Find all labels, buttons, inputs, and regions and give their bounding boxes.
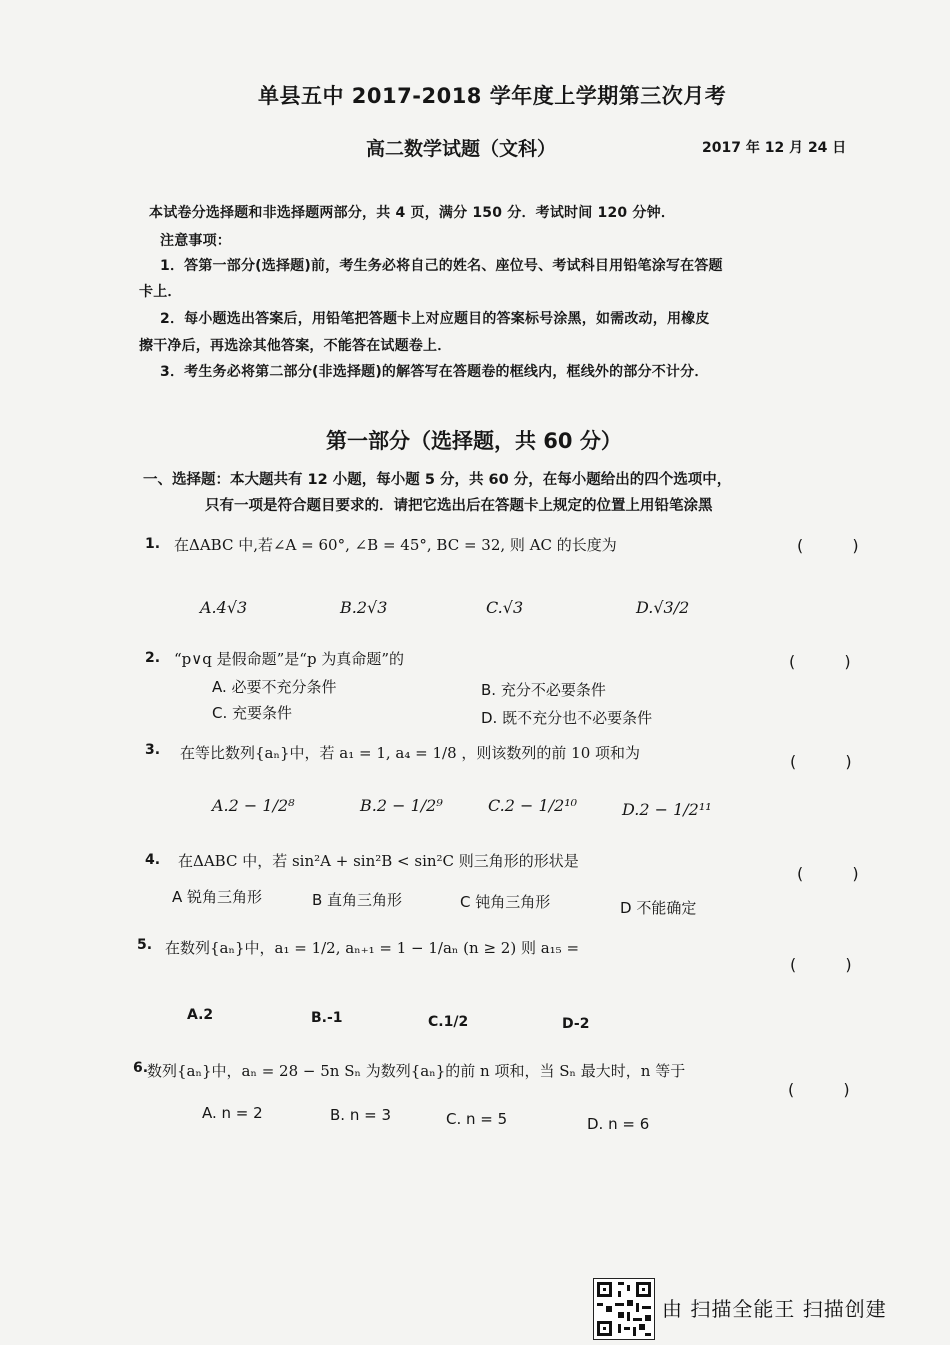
question-text: 在等比数列{aₙ}中，若 a₁ = 1, a₄ = 1/8 ，则该数列的前 10 项和为 (180, 744, 641, 762)
question-text: 数列{aₙ}中，aₙ = 28 − 5n Sₙ 为数列{aₙ}的前 n 项和，当 Sₙ 最大时，n 等于 (147, 1062, 686, 1080)
answer-paren: ( ) (788, 1080, 872, 1099)
exam-date: 2017 年 12 月 24 日 (702, 140, 847, 156)
option-d: D.2 − 1/2¹¹ (622, 800, 712, 819)
section-instructions-line-2: 只有一项是符合题目要求的．请把它选出后在答题卡上规定的位置上用铅笔涂黑 (205, 498, 713, 514)
option-d: D 不能确定 (620, 899, 697, 917)
question-number: 3. (145, 742, 161, 758)
exam-title: 单县五中 2017-2018 学年度上学期第三次月考 (258, 84, 727, 108)
question-number: 2. (145, 650, 161, 666)
note-2-line-1: 2．每小题选出答案后，用铅笔把答题卡上对应题目的答案标号涂黑，如需改动，用橡皮 (160, 311, 710, 327)
option-a: A. 必要不充分条件 (212, 678, 337, 696)
option-c: C.1/2 (428, 1014, 469, 1030)
option-b: B. n = 3 (330, 1106, 391, 1124)
answer-paren: ( ) (789, 652, 873, 671)
answer-paren: ( ) (790, 752, 874, 771)
option-c: C. n = 5 (446, 1110, 508, 1128)
option-c: C. 充要条件 (212, 704, 293, 722)
question-number: 1. (145, 536, 161, 552)
question-number: 4. (145, 852, 161, 868)
intro-text: 本试卷分选择题和非选择题两部分，共 4 页，满分 150 分．考试时间 120 分钟． (149, 205, 676, 221)
note-1-line-2: 卡上． (139, 284, 182, 300)
option-c: C.2 − 1/2¹⁰ (488, 796, 578, 815)
answer-paren: ( ) (797, 864, 881, 883)
question-text: 在数列{aₙ}中，a₁ = 1/2, aₙ₊₁ = 1 − 1/aₙ (n ≥ 2) 则 a₁₅ = (165, 939, 580, 957)
question-number: 5. (137, 937, 153, 953)
option-c: C 钝角三角形 (460, 893, 551, 911)
notes-heading: 注意事项： (160, 233, 231, 249)
option-b: B.-1 (311, 1010, 343, 1026)
option-b: B. 充分不必要条件 (481, 681, 606, 699)
option-d: D. n = 6 (587, 1115, 650, 1133)
answer-paren: ( ) (790, 955, 874, 974)
option-a: A.4√3 (200, 598, 248, 617)
option-a: A.2 − 1/2⁸ (212, 796, 295, 815)
scanner-watermark: 由 扫描全能王 扫描创建 (662, 1297, 887, 1321)
option-d: D.√3/2 (636, 598, 690, 617)
option-d: D. 既不充分也不必要条件 (481, 709, 653, 727)
answer-paren: ( ) (797, 536, 881, 555)
exam-subtitle: 高二数学试题（文科） (366, 138, 557, 160)
option-b: B.2 − 1/2⁹ (360, 796, 443, 815)
question-text: “p∨q 是假命题”是“p 为真命题”的 (174, 650, 404, 668)
option-b: B.2√3 (340, 598, 388, 617)
section-instructions-line-1: 一、选择题：本大题共有 12 小题，每小题 5 分，共 60 分，在每小题给出的四个选项中， (143, 472, 732, 488)
option-a: A 锐角三角形 (172, 888, 263, 906)
note-3: 3．考生务必将第二部分(非选择题)的解答写在答题卷的框线内，框线外的部分不计分． (160, 364, 709, 380)
note-2-line-2: 擦干净后，再选涂其他答案，不能答在试题卷上． (139, 338, 452, 354)
option-c: C.√3 (486, 598, 524, 617)
part-1-heading: 第一部分（选择题，共 60 分） (326, 429, 622, 453)
question-text: 在ΔABC 中，若 sin²A + sin²B < sin²C 则三角形的形状是 (178, 852, 579, 870)
option-a: A. n = 2 (202, 1104, 263, 1122)
option-b: B 直角三角形 (312, 891, 403, 909)
qr-code-icon (593, 1278, 655, 1340)
question-text: 在ΔABC 中,若∠A = 60°, ∠B = 45°, BC = 32, 则 AC 的长度为 (174, 536, 617, 554)
option-d: D-2 (562, 1016, 590, 1032)
question-number: 6. (133, 1060, 149, 1076)
note-1-line-1: 1．答第一部分(选择题)前，考生务必将自己的姓名、座位号、考试科目用铅笔涂写在答题 (160, 258, 723, 274)
option-a: A.2 (187, 1007, 214, 1023)
